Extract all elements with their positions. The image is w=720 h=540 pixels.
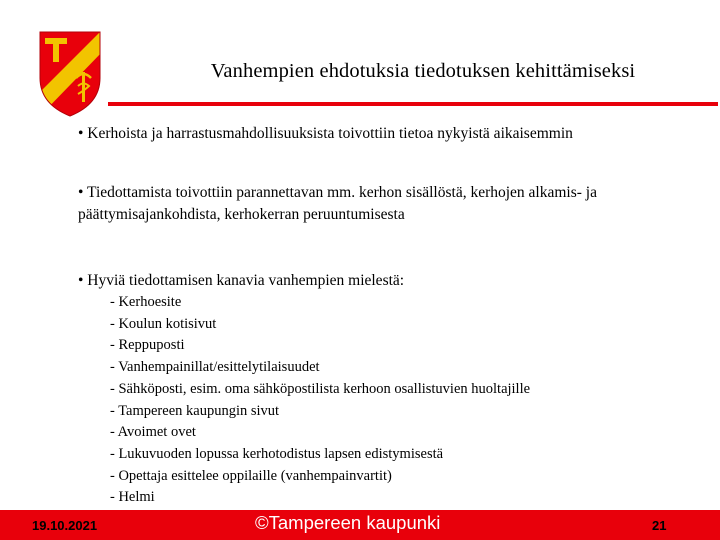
slide-title: Vanhempien ehdotuksia tiedotuksen kehittämiseksi: [210, 60, 636, 82]
footer-bar: [0, 510, 720, 540]
footer-copyright: ©Tampereen kaupunki: [255, 512, 441, 533]
channel-item: - Sähköposti, esim. oma sähköpostilista kerhoon osallistuvien huoltajille: [110, 380, 531, 397]
title-divider: [108, 102, 718, 106]
page-number: 21: [652, 518, 667, 533]
channel-item: - Opettaja esittelee oppilaille (vanhempainvartit): [110, 467, 392, 484]
channel-item: - Reppuposti: [110, 337, 185, 354]
channel-item: - Helmi: [110, 489, 155, 506]
channel-item: - Kerhoesite: [110, 294, 182, 310]
channel-item: - Koulun kotisivut: [110, 315, 217, 332]
bullet-item: • Kerhoista ja harrastusmahdollisuuksista toivottiin tietoa nykyistä aikaisemmin: [78, 125, 573, 142]
channel-item: - Vanhempainillat/esittelytilaisuudet: [110, 359, 320, 376]
tampere-coat-of-arms-icon: [38, 30, 102, 118]
footer-date: 19.10.2021: [32, 518, 98, 533]
channel-list: [110, 292, 710, 509]
bullet-item: • Hyviä tiedottamisen kanavia vanhempien mielestä:: [78, 272, 405, 289]
channel-item: - Avoimet ovet: [110, 424, 196, 441]
bullet-item: • Tiedottamista toivottiin parannettavan mm. kerhon sisällöstä, kerhojen alkamis- ja päättymisajankohdista, kerhokerran peruuntumisesta: [78, 184, 597, 223]
channel-item: - Lukuvuoden lopussa kerhotodistus lapsen edistymisestä: [110, 445, 444, 462]
channel-item: - Tampereen kaupungin sivut: [110, 402, 280, 419]
